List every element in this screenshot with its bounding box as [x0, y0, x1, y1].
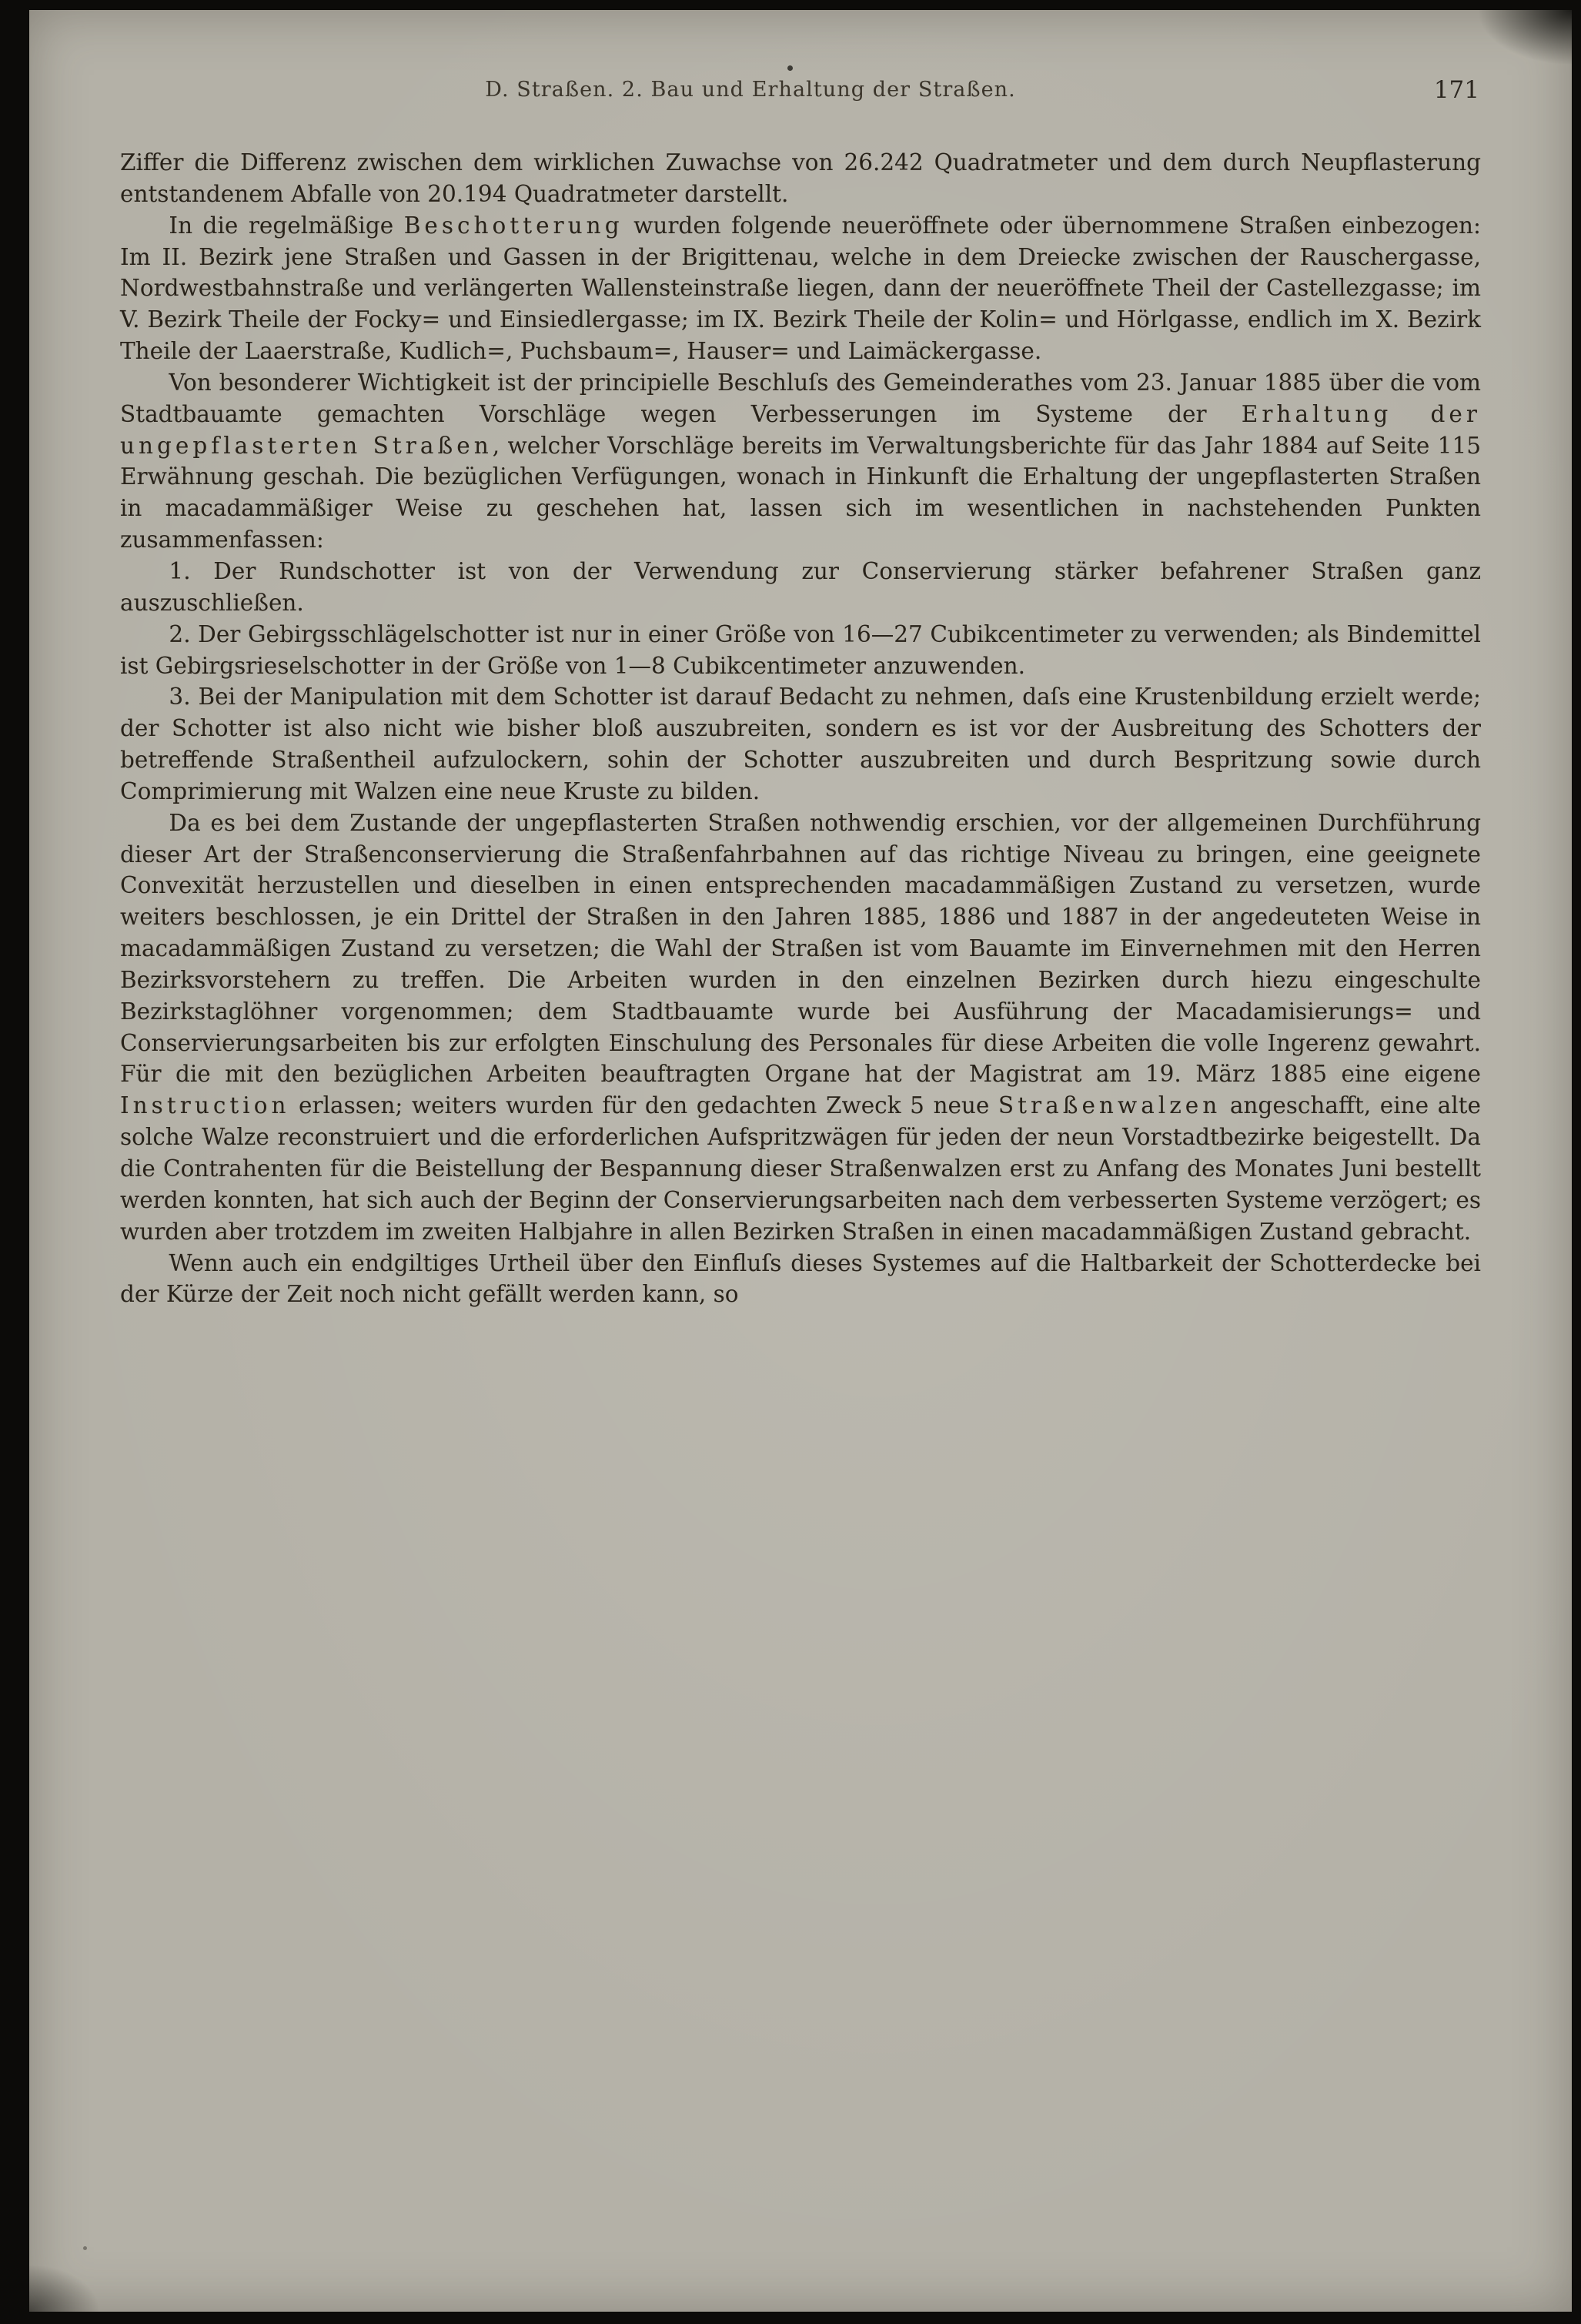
body-text: 1. Der Rundschotter ist von der Verwendung zur Conservierung stärker befahrener Straßen ganz auszuschließen. — [120, 557, 1481, 616]
paragraph — [120, 619, 1481, 682]
emphasized-text: Beschotterung — [403, 212, 623, 239]
body-text: Da es bei dem Zustande der ungepflasterten Straßen nothwendig erschien, vor der allgemeinen Durchführung dieser Art der Straßenconservierung die Straßenfahrbahnen auf das richtige Niveau zu bringen, eine geeignete Convexität herzustellen und dieselben in einen entsprechenden macadammäßigen Zustand zu versetzen, wurde weiters beschlossen, je ein Drittel der Straßen in den Jahren 1885, 1886 und 1887 in der angedeuteten Weise in macadammäßigen Zustand zu versetzen; die Wahl der Straßen ist vom Bauamte im Einvernehmen mit den Herren Bezirksvorstehern zu treffen. Die Arbeiten wurden in den einzelnen Bezirken durch hiezu eingeschulte Bezirkstaglöhner vorgenommen; dem Stadtbauamte wurde bei Ausführung der Macadamisierungs= und Conservierungsarbeiten bis zur erfolgten Einschulung des Personales für diese Arbeiten die volle Ingerenz gewahrt. Für die mit den bezüglichen Arbeiten beauftragten Organe hat der Magistrat am 19. März 1885 eine eigene — [120, 809, 1481, 1088]
paragraph — [120, 1248, 1481, 1311]
paragraph — [120, 681, 1481, 807]
body-text: 3. Bei der Manipulation mit dem Schotter ist darauf Bedacht zu nehmen, daſs eine Krustenbildung erzielt werde; der Schotter ist also nicht wie bisher bloß auszubreiten, sondern es ist vor der Ausbreitung des Schotters der betreffende Straßentheil aufzulockern, sohin der Schotter auszubreiten und durch Bespritzung sowie durch Comprimierung mit Walzen eine neue Kruste zu bilden. — [120, 684, 1481, 804]
body-text: erlassen; weiters wurden für den gedachten Zweck 5 neue — [289, 1092, 998, 1119]
body-text: angeschafft, eine alte solche Walze reconstruiert und die erforderlichen Aufspritzwägen für jeden der neun Vorstadtbezirke beigestellt. Da die Contrahenten für die Beistellung der Bespannung dieser Straßenwalzen erst zu Anfang des Monates Juni bestellt werden konnten, hat sich auch der Beginn der Conservierungsarbeiten nach dem verbesserten Systeme verzögert; es wurden aber trotzdem im zweiten Halbjahre in allen Bezirken Straßen in einen macadammäßigen Zustand gebracht. — [120, 1092, 1481, 1245]
body-text: 2. Der Gebirgsschlägelschotter ist nur in einer Größe von 16—27 Cubikcentimeter zu verwenden; als Bindemittel ist Gebirgsrieselschotter in der Größe von 1—8 Cubikcentimeter anzuwenden. — [120, 620, 1481, 679]
paragraph — [120, 808, 1481, 1248]
paragraph — [120, 367, 1481, 556]
body-text: Von besonderer Wichtigkeit ist der principielle Beschluſs des Gemeinderathes vom 23. Januar 1885 über die vom Stadtbauamte gemachten Vorschläge wegen Verbesserungen im Systeme der — [120, 369, 1481, 427]
body-text: Ziffer die Differenz zwischen dem wirklichen Zuwachse von 26.242 Quadratmeter und dem durch Neupflasterung entstandenem Abfalle von 20.194 Quadratmeter darstellt. — [120, 149, 1481, 207]
paragraph — [120, 556, 1481, 619]
emphasized-text: Straßenwalzen — [998, 1092, 1222, 1119]
body-text: wurden folgende neueröffnete oder übernommene Straßen einbezogen: Im II. Bezirk jene Straßen und Gassen in der Brigittenau, welche in dem Dreiecke zwischen der Rauschergasse, Nordwestbahnstraße und verlängerten Wallensteinstraße liegen, dann der neueröffnete Theil der Castellezgasse; im V. Bezirk Theile der Focky= und Einsiedlergasse; im IX. Bezirk Theile der Kolin= und Hörlgasse, endlich im X. Bezirk Theile der Laaerstraße, Kudlich=, Puchsbaum=, Hauser= und Laimäckergasse. — [120, 212, 1481, 365]
body-text: Wenn auch ein endgiltiges Urtheil über den Einfluſs dieses Systemes auf die Haltbarkeit der Schotterdecke bei der Kürze der Zeit noch nicht gefällt werden kann, so — [120, 1249, 1481, 1308]
body-text: In die regelmäßige — [169, 212, 404, 239]
emphasized-text: Instruction — [120, 1092, 290, 1119]
body-text: , welcher Vorschläge bereits im Verwaltungsberichte für das Jahr 1884 auf Seite 115 Erwähnung geschah. Die bezüglichen Verfügungen, wonach in Hinkunft die Erhaltung der ungepflasterten Straßen in macadammäßiger Weise zu geschehen hat, lassen sich im wesentlichen in nachstehenden Punkten zusammenfassen: — [120, 432, 1481, 553]
running-header — [120, 78, 1481, 112]
page-content — [29, 10, 1572, 1310]
paper-page — [29, 10, 1572, 2312]
text-block — [120, 147, 1481, 1310]
running-title: D. Straßen. 2. Bau und Erhaltung der Straßen. — [485, 78, 1016, 102]
scan-speck — [83, 2246, 87, 2250]
page-number: 171 — [1433, 76, 1479, 104]
emphasized-text: Erhaltung der ungepflasterten Straßen — [120, 400, 1481, 459]
paragraph — [120, 147, 1481, 210]
paragraph — [120, 210, 1481, 367]
